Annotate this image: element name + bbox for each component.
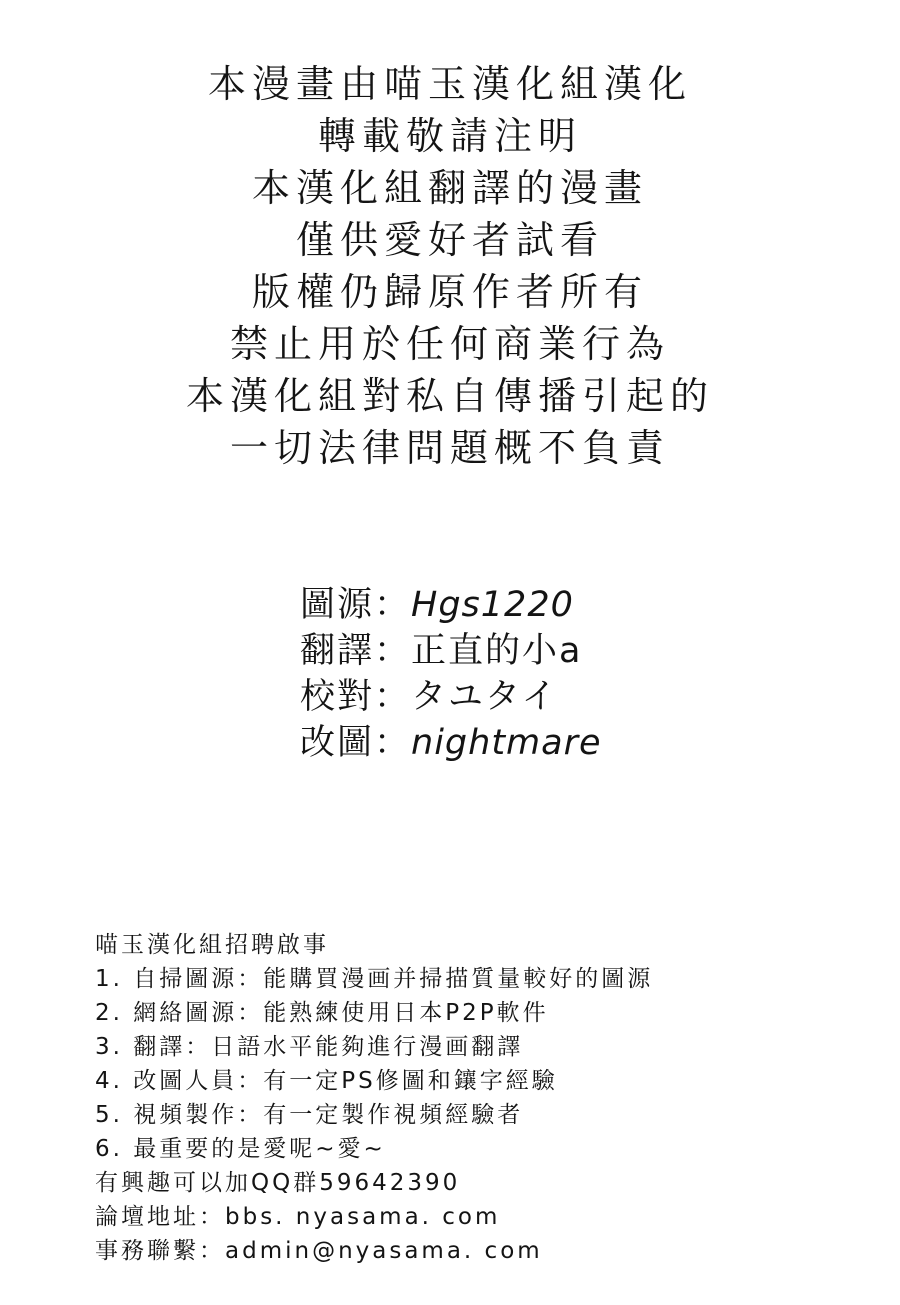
- copyright-notice: [0, 58, 900, 474]
- notice-line-8: 一切法律問題概不負責: [229, 426, 670, 470]
- recruitment-item-4: 4. 改圖人員：有一定PS修圖和鑲字經驗: [95, 1068, 558, 1094]
- notice-line-3: 本漢化組翻譯的漫畫: [251, 166, 648, 210]
- credit-edit-value: nightmare: [411, 723, 602, 763]
- notice-line-6: 禁止用於任何商業行為: [229, 322, 670, 366]
- credit-proofread: [300, 674, 720, 720]
- credit-proofread-label: 校對：: [300, 677, 412, 717]
- recruitment-item-5: 5. 視頻製作：有一定製作視頻經驗者: [95, 1102, 524, 1128]
- notice-line-4: 僅供愛好者試看: [295, 218, 604, 262]
- notice-line-2: 轉載敬請注明: [317, 114, 582, 158]
- credit-edit: [300, 720, 720, 766]
- credit-proofread-value: タユタイ: [411, 677, 559, 717]
- credit-source: [300, 582, 720, 628]
- credit-source-label: 圖源：: [300, 585, 412, 625]
- recruitment-item-3: 3. 翻譯：日語水平能夠進行漫画翻譯: [95, 1034, 524, 1060]
- recruitment-item-2: 2. 網絡圖源：能熟練使用日本P2P軟件: [95, 1000, 549, 1026]
- credit-translation: [300, 628, 720, 674]
- contact-email: 事務聯繫：admin@nyasama. com: [95, 1238, 543, 1264]
- qq-group: 有興趣可以加QQ群59642390: [95, 1170, 461, 1196]
- credit-source-value: Hgs1220: [411, 585, 574, 625]
- staff-credits: [300, 582, 720, 766]
- notice-line-7: 本漢化組對私自傳播引起的: [185, 374, 714, 418]
- credit-translation-value: 正直的小a: [411, 631, 583, 671]
- recruitment-item-6: 6. 最重要的是愛呢~愛~: [95, 1136, 386, 1162]
- forum-address: 論壇地址：bbs. nyasama. com: [95, 1204, 501, 1230]
- recruitment-notice: [95, 928, 875, 1268]
- recruitment-title: 喵玉漢化組招聘啟事: [95, 932, 329, 958]
- credit-edit-label: 改圖：: [300, 723, 412, 763]
- notice-line-5: 版權仍歸原作者所有: [251, 270, 648, 314]
- recruitment-item-1: 1. 自掃圖源：能購買漫画并掃描質量較好的圖源: [95, 966, 654, 992]
- notice-line-1: 本漫畫由喵玉漢化組漢化: [207, 62, 692, 106]
- credit-translation-label: 翻譯：: [300, 631, 412, 671]
